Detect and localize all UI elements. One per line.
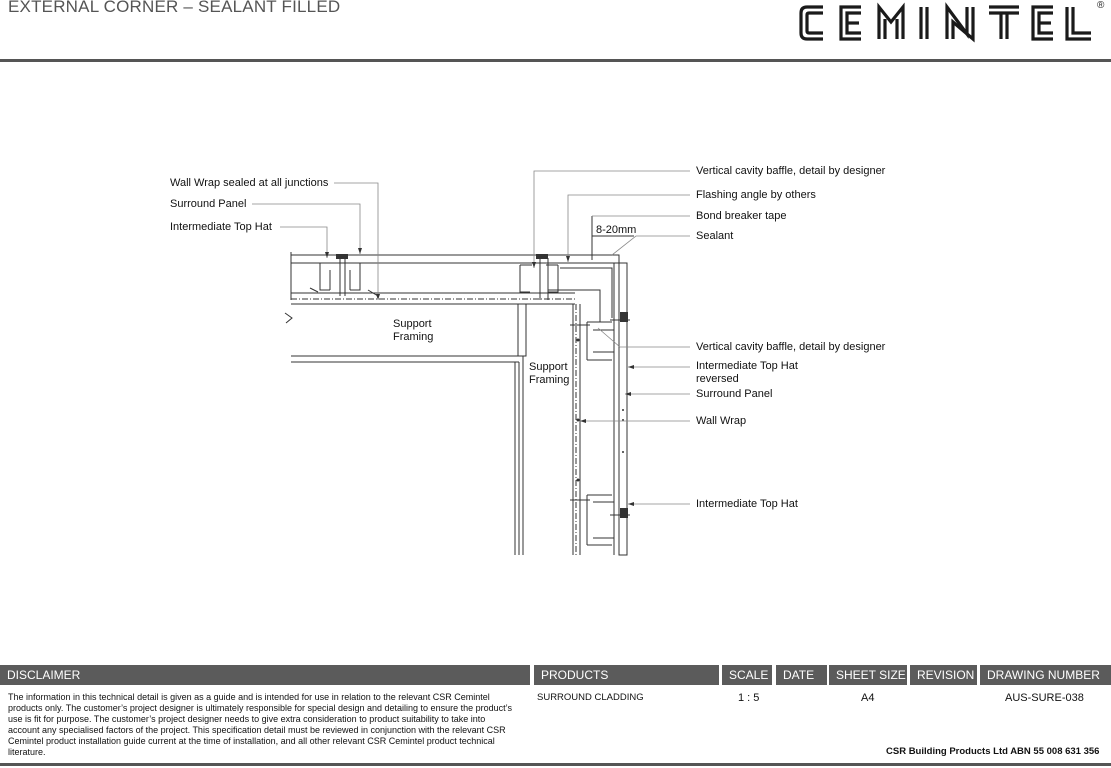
label-surround-panel-right: Surround Panel <box>696 388 773 400</box>
label-support-framing-1a: Support <box>393 318 432 330</box>
label-top-hat-reversed-line2: reversed <box>696 373 739 385</box>
dimension-label: 8-20mm <box>596 224 637 236</box>
scale-value: 1 : 5 <box>738 692 760 704</box>
label-wall-wrap: Wall Wrap <box>696 415 747 427</box>
label-surround-panel-left: Surround Panel <box>170 198 247 210</box>
disclaimer-text: The information in this technical detail is given as a guide and is intended for use in relation to the relevant CSR Cemintel products only. The customer’s project designer is ultimately responsible for special design and detailing to ensure the product’s use is fit for purpose. The customer’s project designer needs to give extra consideration to product suitability to take into account any specialised factors of the project. This specification detail must be reviewed in conjunction with the relevant CSR Cemintel product installation guide current at the time of installation, and all other relevant CSR Cemintel product technical literature. <box>8 692 512 757</box>
drawing-number-value: AUS-SURE-038 <box>1005 692 1084 704</box>
label-bond-breaker: Bond breaker tape <box>696 210 787 222</box>
registered-mark: ® <box>1097 0 1105 11</box>
label-support-framing-2a: Support <box>529 361 568 373</box>
top-hat-vertical-reversed <box>587 322 614 360</box>
label-top-hat-reversed-line1: Intermediate Top Hat <box>696 360 798 372</box>
support-framing-corner <box>518 304 526 356</box>
sheet-size-header: SHEET SIZE <box>829 665 907 685</box>
label-sealant: Sealant <box>696 230 734 242</box>
label-vertical-baffle-top: Vertical cavity baffle, detail by designer <box>696 165 886 177</box>
label-intermediate-top-hat-right: Intermediate Top Hat <box>696 498 798 510</box>
products-header: PRODUCTS <box>534 665 719 685</box>
date-header: DATE <box>776 665 827 685</box>
drawing-title: EXTERNAL CORNER – SEALANT FILLED <box>8 0 341 16</box>
vertical-cavity-baffle <box>548 290 600 322</box>
top-hat-horizontal-2 <box>520 265 558 292</box>
products-value: SURROUND CLADDING <box>537 692 644 703</box>
drawing-number-header: DRAWING NUMBER <box>980 665 1111 685</box>
label-wall-wrap-sealed: Wall Wrap sealed at all junctions <box>170 177 329 189</box>
scale-header: SCALE <box>722 665 772 685</box>
label-intermediate-top-hat-left: Intermediate Top Hat <box>170 221 272 233</box>
label-support-framing-1b: Framing <box>393 331 434 343</box>
company-abn: CSR Building Products Ltd ABN 55 008 631 356 <box>886 746 1100 757</box>
revision-header: REVISION <box>910 665 977 685</box>
top-hat-vertical-lower <box>587 495 614 545</box>
label-flashing-angle: Flashing angle by others <box>696 189 816 201</box>
footer-rule <box>0 763 1111 766</box>
disclaimer-header: DISCLAIMER <box>0 665 530 685</box>
sheet-size-value: A4 <box>861 692 875 704</box>
label-vertical-baffle-mid: Vertical cavity baffle, detail by designer <box>696 341 886 353</box>
label-support-framing-2b: Framing <box>529 374 570 386</box>
